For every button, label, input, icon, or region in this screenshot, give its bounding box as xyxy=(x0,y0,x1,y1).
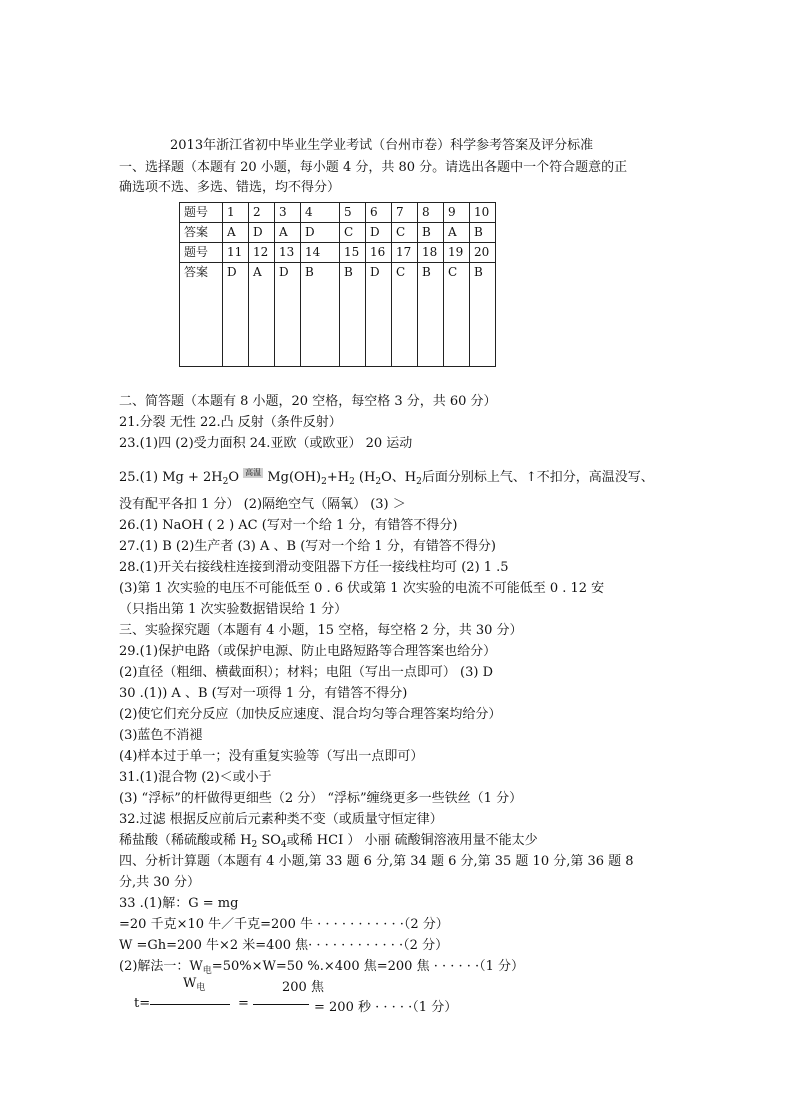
ans-cell: B xyxy=(340,263,366,367)
answer-q21-22: 21.分裂 无性 22.凸 反射（条件反射） xyxy=(119,415,342,430)
section2-header: 二、简答题（本题有 8 小题，20 空格，每空格 3 分，共 60 分） xyxy=(119,394,497,409)
fraction-bar xyxy=(253,1004,309,1005)
ans-cell: B xyxy=(418,263,444,367)
ans-cell: D xyxy=(275,263,301,367)
num-cell: 14 xyxy=(301,243,340,263)
answer-q26: 26.(1) NaOH ( 2 ) AC (写对一个给 1 分，有错答不得分) xyxy=(119,518,458,533)
ans-cell: B xyxy=(470,263,496,367)
num-cell: 7 xyxy=(392,203,418,223)
num-cell: 2 xyxy=(249,203,275,223)
fraction-numerator-w: $W_电$ xyxy=(183,976,206,993)
answer-q23-24: 23.(1)四 (2)受力面积 24.亚欧（或欧亚） 20 运动 xyxy=(119,436,413,451)
ans-cell: D xyxy=(223,263,249,367)
ans-label: 答案 xyxy=(180,223,223,243)
answer-q33-line1: 33 .(1)解：G = mg xyxy=(119,896,239,911)
answer-q29-line2: (2)直径（粗细、横截面积）；材料；电阻（写出一点即可） (3) D xyxy=(119,665,494,680)
answer-q28-line2: (3)第 1 次实验的电压不可能低至 0 . 6 伏或第 1 次实验的电流不可能低至 0 . 12 安 xyxy=(119,581,605,596)
ans-cell: B xyxy=(301,263,340,367)
ans-cell: A xyxy=(249,263,275,367)
num-cell: 11 xyxy=(223,243,249,263)
answer-q30-line3: (3)蓝色不消褪 xyxy=(119,728,203,743)
answer-q28-line1: 28.(1)开关右接线柱连接到滑动变阻器下方任一接线柱均可 (2) 1 .5 xyxy=(119,560,509,575)
num-label: 题号 xyxy=(180,243,223,263)
fraction-equals: = xyxy=(238,996,249,1011)
num-label: 题号 xyxy=(180,203,223,223)
answer-q33-line2: =20 千克×10 牛／千克=200 牛 · · · · · · · · · · ·（2 分） xyxy=(119,917,449,932)
reaction-condition-label: 高温 xyxy=(245,468,262,477)
ans-cell: D xyxy=(301,223,340,243)
section3-header: 三、实验探究题（本题有 4 小题，15 空格，每空格 2 分，共 30 分） xyxy=(119,623,523,638)
ans-cell: C xyxy=(444,263,470,367)
num-cell: 15 xyxy=(340,243,366,263)
table-row-answers-2 xyxy=(180,263,496,367)
num-cell: 9 xyxy=(444,203,470,223)
num-cell: 1 xyxy=(223,203,249,223)
section4-header-line2: 分,共 30 分） xyxy=(119,875,200,890)
num-cell: 13 xyxy=(275,243,301,263)
num-cell: 3 xyxy=(275,203,301,223)
ans-cell: D xyxy=(249,223,275,243)
answer-q30-line1: 30 .(1)) A 、B (写对一项得 1 分，有错答不得分) xyxy=(119,686,408,701)
num-cell: 16 xyxy=(366,243,392,263)
answer-q31-line1: 31.(1)混合物 (2)＜或小于 xyxy=(119,770,272,785)
answer-q30-line2: (2)使它们充分反应（加快反应速度、混合均匀等合理答案均给分） xyxy=(119,707,502,722)
fraction-numerator-value: 200 焦 xyxy=(282,980,324,995)
table-row-numbers-1 xyxy=(180,203,496,223)
ans-cell: A xyxy=(223,223,249,243)
num-cell: 4 xyxy=(301,203,340,223)
ans-cell: C xyxy=(340,223,366,243)
ans-cell: A xyxy=(444,223,470,243)
section1-header-line1: 一、选择题（本题有 20 小题，每小题 4 分，共 80 分。请选出各题中一个符合题意的正 xyxy=(119,160,628,175)
answer-q33-line3: W =Gh=200 牛×2 米=400 焦· · · · · · · · · · · ·（2 分） xyxy=(119,938,449,953)
fraction-result: = 200 秒 · · · · ·（1 分） xyxy=(314,1000,458,1015)
num-cell: 20 xyxy=(470,243,496,263)
answer-q33-line4: (2)解法一：$W_电=50\%\times W=50$ %.×400 焦=200 焦 · · · · · ·（1 分） xyxy=(119,959,525,976)
num-cell: 8 xyxy=(418,203,444,223)
answer-q27: 27.(1) B (2)生产者 (3) A 、B (写对一个给 1 分，有错答不得分) xyxy=(119,539,496,554)
answer-q29-line1: 29.(1)保护电路（或保护电源、防止电路短路等合理答案也给分） xyxy=(119,644,497,659)
answer-q32-line1: 32.过滤 根据反应前后元素种类不变（或质量守恒定律） xyxy=(119,812,443,827)
answer-q30-line4: (4)样本过于单一；没有重复实验等（写出一点即可） xyxy=(119,749,424,764)
num-cell: 10 xyxy=(470,203,496,223)
num-cell: 12 xyxy=(249,243,275,263)
num-cell: 17 xyxy=(392,243,418,263)
ans-cell: B xyxy=(418,223,444,243)
num-cell: 18 xyxy=(418,243,444,263)
ans-cell: D xyxy=(366,263,392,367)
answer-q32-line2: 稀盐酸（稀硫酸或稀 $H_2$ $SO_4$或稀 HCI ） 小丽 硫酸铜溶液用量不能太少 xyxy=(119,833,538,850)
answer-q31-line2: (3) “浮标”的杆做得更细些（2 分） “浮标”缠绕更多一些铁丝（1 分） xyxy=(119,791,523,806)
section4-header-line1: 四、分析计算题（本题有 4 小题,第 33 题 6 分,第 34 题 6 分,第 35 题 10 分,第 36 题 8 xyxy=(119,854,634,869)
table-row-numbers-2 xyxy=(180,243,496,263)
ans-cell: C xyxy=(392,263,418,367)
ans-cell: C xyxy=(392,223,418,243)
num-cell: 6 xyxy=(366,203,392,223)
document-title: 2013年浙江省初中毕业生学业考试（台州市卷）科学参考答案及评分标准 xyxy=(170,138,594,153)
num-cell: 5 xyxy=(340,203,366,223)
ans-cell: D xyxy=(366,223,392,243)
fraction-t-label: t= xyxy=(134,996,151,1011)
ans-cell: B xyxy=(470,223,496,243)
section1-header-line2: 确选项不选、多选、错选，均不得分） xyxy=(119,180,341,195)
table-row-answers-1 xyxy=(180,223,496,243)
answer-q28-line3: （只指出第 1 次实验数据错误给 1 分） xyxy=(119,602,348,617)
answer-q25-line1: 25.(1) $Mg + 2H_2O$ 高温 $Mg(OH)_2+H_2$ ($H_2O$、$H_2$后面分别标上气、↑不扣分，高温没写、 xyxy=(119,468,654,487)
answer-q25-line2: 没有配平各扣 1 分） (2)隔绝空气（隔氧） (3) ＞ xyxy=(119,497,406,512)
answer-table xyxy=(179,202,496,367)
ans-label: 答案 xyxy=(180,263,223,367)
ans-cell: A xyxy=(275,223,301,243)
num-cell: 19 xyxy=(444,243,470,263)
fraction-bar xyxy=(150,1004,230,1005)
